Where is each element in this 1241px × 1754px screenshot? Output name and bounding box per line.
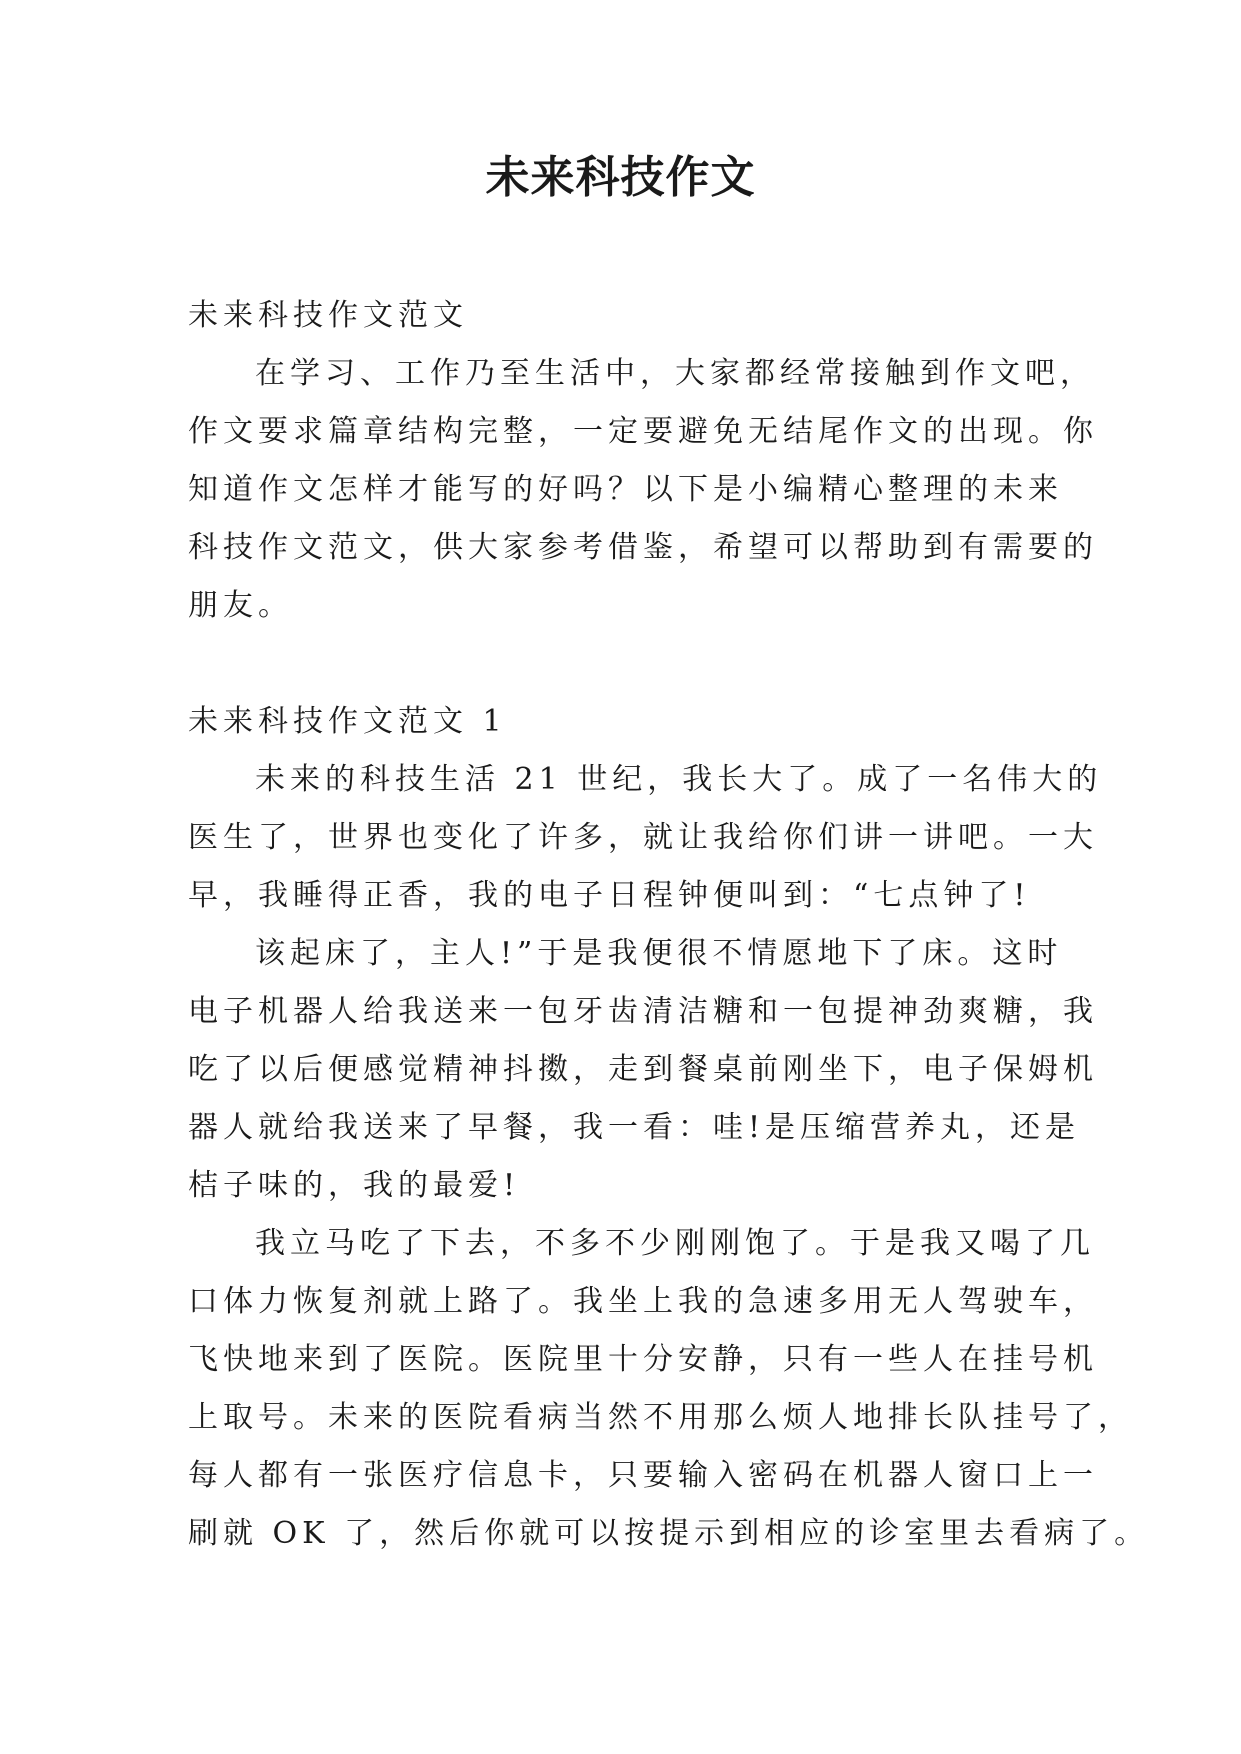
section-spacer: [188, 635, 1058, 693]
paragraph-line: 作文要求篇章结构完整，一定要避免无结尾作文的出现。你: [188, 414, 1098, 449]
paragraph-line: 我立马吃了下去，不多不少刚刚饱了。于是我又喝了几: [255, 1226, 1095, 1261]
essay1-paragraph-2: [188, 925, 1098, 1215]
document-body: [188, 287, 1150, 1563]
essay1-paragraph-3: [188, 1215, 1150, 1563]
paragraph-line: 知道作文怎样才能写的好吗？以下是小编精心整理的未来: [188, 472, 1063, 507]
paragraph-line: 上取号。未来的医院看病当然不用那么烦人地排长队挂号了，: [188, 1400, 1133, 1435]
essay1-paragraph-1: [188, 751, 1103, 925]
essay1-heading: 未来科技作文范文 1: [188, 704, 507, 739]
paragraph-line: 在学习、工作乃至生活中，大家都经常接触到作文吧，: [255, 356, 1095, 391]
paragraph-line: 未来的科技生活 21 世纪，我长大了。成了一名伟大的: [255, 762, 1103, 797]
intro-paragraph: [188, 345, 1098, 635]
document-title: 未来科技作文: [485, 152, 756, 203]
paragraph-line: 飞快地来到了医院。医院里十分安静，只有一些人在挂号机: [188, 1342, 1098, 1377]
paragraph-line: 吃了以后便感觉精神抖擞，走到餐桌前刚坐下，电子保姆机: [188, 1052, 1098, 1087]
paragraph-line: 器人就给我送来了早餐，我一看：哇!是压缩营养丸，还是: [188, 1110, 1081, 1145]
paragraph-line: 医生了，世界也变化了许多，就让我给你们讲一讲吧。一大: [188, 820, 1098, 855]
intro-heading: 未来科技作文范文: [188, 298, 468, 333]
paragraph-line: 桔子味的，我的最爱!: [188, 1168, 521, 1203]
paragraph-line: 每人都有一张医疗信息卡，只要输入密码在机器人窗口上一: [188, 1458, 1098, 1493]
paragraph-line: 该起床了，主人!”于是我便很不情愿地下了床。这时: [255, 936, 1063, 971]
paragraph-line: 科技作文范文，供大家参考借鉴，希望可以帮助到有需要的: [188, 530, 1098, 565]
paragraph-line: 刷就 OK 了，然后你就可以按提示到相应的诊室里去看病了。: [188, 1516, 1150, 1551]
paragraph-line: 朋友。: [188, 588, 293, 623]
paragraph-line: 早，我睡得正香，我的电子日程钟便叫到：“七点钟了!: [188, 878, 1031, 913]
paragraph-line: 电子机器人给我送来一包牙齿清洁糖和一包提神劲爽糖，我: [188, 994, 1098, 1029]
paragraph-line: 口体力恢复剂就上路了。我坐上我的急速多用无人驾驶车，: [188, 1284, 1098, 1319]
